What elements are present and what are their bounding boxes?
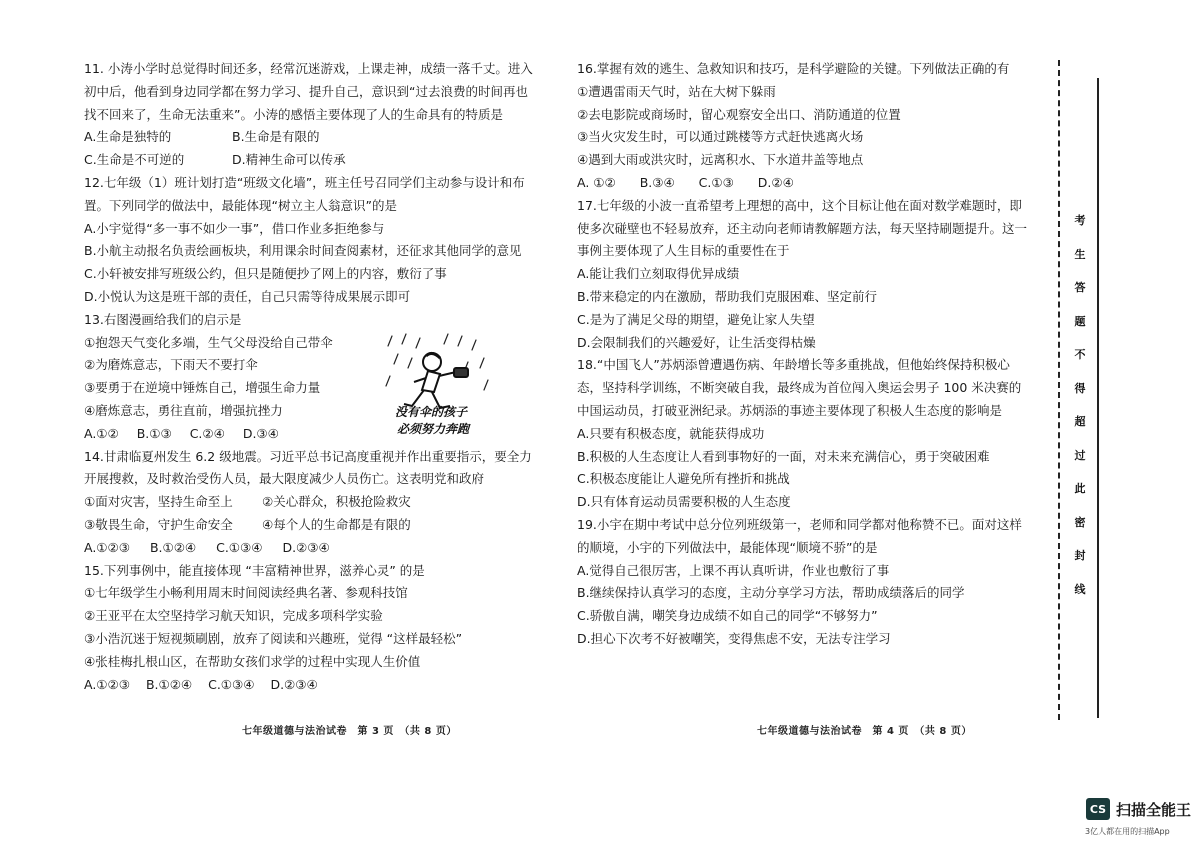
cartoon-caption-line-2: 必须努力奔跑 xyxy=(397,422,470,436)
seal-char: 考 xyxy=(1074,214,1086,227)
q15-options xyxy=(84,674,544,697)
q16-item-2: ②去电影院或商场时，留心观察安全出口、消防通道的位置 xyxy=(577,106,901,122)
seal-char: 答 xyxy=(1074,281,1086,294)
q11-line-2: 初中后，他看到身边同学都在努力学习、提升自己，意识到“过去浪费的时间再也 xyxy=(84,83,528,99)
q17-line-3: 事例主要体现了人生目标的重要性在于 xyxy=(577,243,790,259)
q11-options-row-1 xyxy=(84,126,544,149)
q15-option-d: D.②③④ xyxy=(270,676,318,692)
q13-stem: 13.右图漫画给我们的启示是 xyxy=(84,311,242,327)
q11-option-c: C.生命是不可逆的 xyxy=(84,152,185,168)
seal-char: 过 xyxy=(1074,448,1086,462)
seal-char: 此 xyxy=(1074,482,1086,495)
q13-option-c: C.②④ xyxy=(189,425,225,441)
q15-option-a: A.①②③ xyxy=(84,676,130,692)
q14-item-2: ②关心群众，积极抢险救灾 xyxy=(262,494,411,510)
question-14 xyxy=(84,446,544,560)
q18-option-c: C.积极态度能让人避免所有挫折和挑战 xyxy=(577,471,790,487)
q12-option-d: D.小悦认为这是班干部的责任，自己只需等待成果展示即可 xyxy=(84,288,411,304)
q16-options xyxy=(577,172,1037,195)
question-16 xyxy=(577,58,1037,195)
q17-option-b: B.带来稳定的内在激励，帮助我们克服困难、坚定前行 xyxy=(577,288,878,304)
q16-item-3: ③当火灾发生时，可以通过跳楼等方式赶快逃离火场 xyxy=(577,129,864,145)
q14-item-4: ④每个人的生命都是有限的 xyxy=(262,516,411,532)
q17-line-1: 17.七年级的小波一直希望考上理想的高中，这个目标让他在面对数学难题时，即 xyxy=(577,197,1022,213)
seal-char: 线 xyxy=(1074,582,1086,596)
question-19 xyxy=(577,514,1037,651)
q13-option-b: B.①③ xyxy=(136,425,172,441)
q16-option-d: D.②④ xyxy=(757,174,794,190)
q12-line-1: 12.七年级（1）班计划打造“班级文化墙”，班主任号召同学们主动参与设计和布 xyxy=(84,174,525,190)
q13-option-d: D.③④ xyxy=(242,425,279,441)
q13-item-2: ②为磨炼意志，下雨天不要打伞 xyxy=(84,357,258,373)
page-footer-right: 七年级道德与法治试卷 第 4 页 （共 8 页） xyxy=(757,726,972,737)
question-11 xyxy=(84,58,544,172)
camscanner-logo-icon: CS xyxy=(1086,798,1110,820)
page-footer-left: 七年级道德与法治试卷 第 3 页 （共 8 页） xyxy=(242,726,457,737)
q14-item-3: ③敬畏生命，守护生命安全 xyxy=(84,516,233,532)
q18-line-3: 中国运动员，打破亚洲纪录。苏炳添的事迹主要体现了积极人生态度的影响是 xyxy=(577,402,1003,418)
q17-option-a: A.能让我们立刻取得优异成绩 xyxy=(577,266,740,282)
cartoon-caption-line-1: 没有伞的孩子 xyxy=(395,405,468,419)
q13-option-a: A.①② xyxy=(84,425,119,441)
q14-options xyxy=(84,537,544,560)
q11-option-a: A.生命是独特的 xyxy=(84,129,172,145)
q18-option-b: B.积极的人生态度让人看到事物好的一面，对未来充满信心，勇于突破困难 xyxy=(577,448,990,464)
seal-char: 得 xyxy=(1074,381,1086,395)
q14-items-row-2 xyxy=(84,514,544,537)
q13-item-3: ③要勇于在逆境中锤炼自己，增强生命力量 xyxy=(84,380,321,396)
q18-option-d: D.只有体育运动员需要积极的人生态度 xyxy=(577,494,791,510)
q17-option-d: D.会限制我们的兴趣爱好，让生活变得枯燥 xyxy=(577,334,816,350)
q19-option-a: A.觉得自己很厉害，上课不再认真听讲，作业也敷衍了事 xyxy=(577,562,890,578)
scanner-brand-name: 扫描全能王 xyxy=(1116,800,1192,819)
q15-item-2: ②王亚平在太空坚持学习航天知识，完成多项科学实验 xyxy=(84,608,383,624)
q14-items-row-1 xyxy=(84,491,544,514)
q14-option-b: B.①②④ xyxy=(149,539,197,555)
question-17 xyxy=(577,195,1037,355)
q18-line-2: 态，坚持科学训练，不断突破自我，最终成为首位闯入奥运会男子 100 米决赛的 xyxy=(577,380,1022,396)
seal-char: 封 xyxy=(1074,549,1086,562)
q14-line-1: 14.甘肃临夏州发生 6.2 级地震。习近平总书记高度重视并作出重要指示，要全力 xyxy=(84,448,532,464)
q15-option-c: C.①③④ xyxy=(208,676,255,692)
q16-option-b: B.③④ xyxy=(639,174,675,190)
scanner-brand xyxy=(1086,798,1191,820)
q12-option-a: A.小宇觉得“多一事不如少一事”，借口作业多拒绝参与 xyxy=(84,220,385,236)
q16-item-4: ④遇到大雨或洪灾时，远离积水、下水道井盖等地点 xyxy=(577,152,864,168)
q14-option-d: D.②③④ xyxy=(282,539,330,555)
question-15 xyxy=(84,560,544,697)
q19-line-1: 19.小宇在期中考试中总分位列班级第一，老师和同学都对他称赞不已。面对这样 xyxy=(577,516,1022,532)
q19-option-c: C.骄傲自满，嘲笑身边成绩不如自己的同学“不够努力” xyxy=(577,608,878,624)
seal-solid-line xyxy=(1097,78,1099,718)
q16-option-c: C.①③ xyxy=(698,174,734,190)
q17-line-2: 使多次碰壁也不轻易放弃，还主动向老师请教解题方法，每天坚持刷题提升。这一 xyxy=(577,220,1028,236)
q11-options-row-2 xyxy=(84,149,544,172)
q15-stem: 15.下列事例中，能直接体现 “丰富精神世界，滋养心灵” 的是 xyxy=(84,562,425,578)
q18-option-a: A.只要有积极态度，就能获得成功 xyxy=(577,425,765,441)
q16-option-a: A. ①② xyxy=(577,174,616,190)
q14-option-a: A.①②③ xyxy=(84,539,130,555)
q11-line-3: 找不回来了，生命无法重来”。小涛的感悟主要体现了人的生命具有的特质是 xyxy=(84,106,503,122)
q15-item-1: ①七年级学生小畅利用周末时间阅读经典名著、参观科技馆 xyxy=(84,585,408,601)
right-column xyxy=(577,58,1037,651)
q19-option-b: B.继续保持认真学习的态度，主动分享学习方法，帮助成绩落后的同学 xyxy=(577,585,965,601)
q11-option-b: B.生命是有限的 xyxy=(232,129,320,145)
seal-line-notice xyxy=(1072,204,1088,606)
q11-option-d: D.精神生命可以传承 xyxy=(232,152,346,168)
seal-char: 密 xyxy=(1074,515,1086,529)
seal-char: 不 xyxy=(1074,348,1086,361)
q15-item-4: ④张桂梅扎根山区，在帮助女孩们求学的过程中实现人生价值 xyxy=(84,653,421,669)
q12-option-c: C.小轩被安排写班级公约，但只是随便抄了网上的内容，敷衍了事 xyxy=(84,266,447,282)
question-18 xyxy=(577,354,1037,514)
q17-option-c: C.是为了满足父母的期望，避免让家人失望 xyxy=(577,311,815,327)
seal-char: 题 xyxy=(1074,314,1086,328)
q11-line-1: 11. 小涛小学时总觉得时间还多，经常沉迷游戏，上课走神，成绩一落千丈。进入 xyxy=(84,61,533,76)
scanner-brand-tagline: 3亿人都在用的扫描App xyxy=(1085,827,1170,836)
q15-item-3: ③小浩沉迷于短视频刷剧，放弃了阅读和兴趣班，觉得 “这样最轻松” xyxy=(84,630,463,646)
seal-char: 生 xyxy=(1074,247,1086,261)
cartoon-caption xyxy=(395,404,505,438)
q13-item-1: ①抱怨天气变化多端，生气父母没给自己带伞 xyxy=(84,334,333,350)
q15-option-b: B.①②④ xyxy=(145,676,193,692)
q14-item-1: ①面对灾害，坚持生命至上 xyxy=(84,494,233,510)
q14-option-c: C.①③④ xyxy=(216,539,263,555)
q16-stem: 16.掌握有效的逃生、急救知识和技巧，是科学避险的关键。下列做法正确的有 xyxy=(577,61,1010,76)
q19-option-d: D.担心下次考不好被嘲笑，变得焦虑不安，无法专注学习 xyxy=(577,630,891,646)
q16-item-1: ①遭遇雷雨天气时，站在大树下躲雨 xyxy=(577,83,776,99)
q12-option-b: B.小航主动报名负责绘画板块，利用课余时间查阅素材，还征求其他同学的意见 xyxy=(84,243,522,259)
q12-line-2: 置。下列同学的做法中，最能体现“树立主人翁意识”的是 xyxy=(84,197,397,213)
question-12 xyxy=(84,172,544,309)
q14-line-2: 开展搜救，及时救治受伤人员，最大限度减少人员伤亡。这表明党和政府 xyxy=(84,471,485,487)
seal-char: 超 xyxy=(1074,415,1086,428)
q19-line-2: 的顺境，小宇的下列做法中，最能体现“顺境不骄”的是 xyxy=(577,539,878,555)
q13-item-4: ④磨炼意志，勇往直前，增强抗挫力 xyxy=(84,402,283,418)
seal-dashed-line xyxy=(1058,60,1062,720)
q18-line-1: 18.“中国飞人”苏炳添曾遭遇伤病、年龄增长等多重挑战，但他始终保持积极心 xyxy=(577,357,1010,373)
